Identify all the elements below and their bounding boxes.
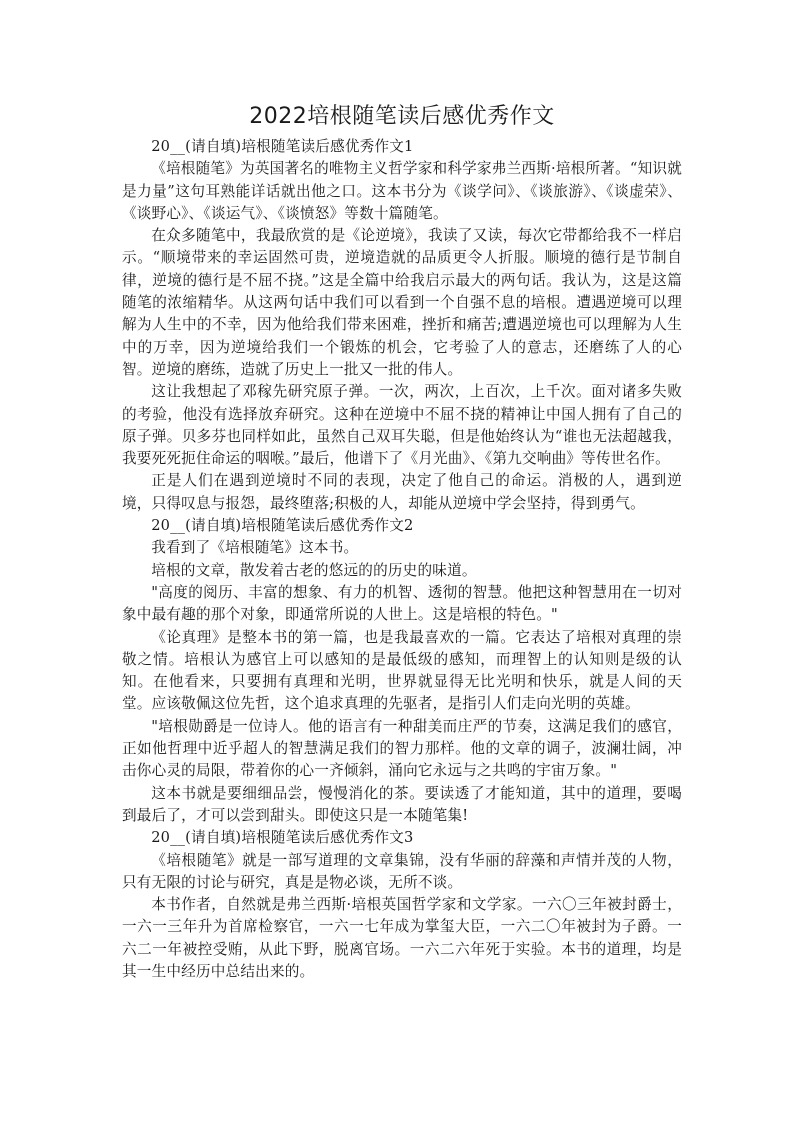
- paragraph: 这让我想起了邓稼先研究原子弹。一次，两次，上百次，上千次。面对诸多失败的考验，他没有选择放弃研究。这种在逆境中不屈不挠的精神让中国人拥有了自己的原子弹。贝多芬也同样如此，虽然自己双耳失聪，但是他始终认为“谁也无法超越我，我要死死扼住命运的咽喉。”最后，他谱下了《月光曲》、《第九交响曲》等传世名作。: [122, 383, 682, 468]
- paragraph: 在众多随笔中，我最欣赏的是《论逆境》，我读了又读，每次它带都给我不一样启示。“顺境带来的幸运固然可贵，逆境造就的品质更令人折服。顺境的德行是节制自律，逆境的德行是不屈不挠。”这是全篇中给我启示最大的两句话。我认为，这是这篇随笔的浓缩精华。从这两句话中我们可以看到一个自强不息的培根。遭遇逆境可以理解为人生中的不幸，因为他给我们带来困难，挫折和痛苦;遭遇逆境也可以理解为人生中的万幸，因为逆境给我们一个锻炼的机会，它考验了人的意志，还磨练了人的心智。逆境的磨练，造就了历史上一批又一批的伟人。: [122, 227, 682, 378]
- document-title: 2022培根随笔读后感优秀作文: [249, 104, 555, 129]
- paragraph: 我看到了《培根随笔》这本书。: [151, 539, 359, 557]
- essay-3-heading: 20__(请自填)培根随笔读后感优秀作文3: [151, 829, 414, 847]
- paragraph: 这本书就是要细细品尝，慢慢消化的茶。要读透了才能知道，其中的道理，要喝到最后了，才可以尝到甜头。即使这只是一本随笔集!: [122, 784, 682, 824]
- paragraph: 培根的文章，散发着古老的悠远的的历史的味道。: [151, 561, 477, 579]
- paragraph: "高度的阅历、丰富的想象、有力的机智、透彻的智慧。他把这种智慧用在一切对象中最有趣的那个对象，即通常所说的人世上。这是培根的特色。": [122, 583, 682, 624]
- paragraph: 《论真理》是整本书的第一篇，也是我最喜欢的一篇。它表达了培根对真理的崇敬之情。培根认为感官上可以感知的是最低级的感知，而理智上的认知则是级的认知。在他看来，只要拥有真理和光明，世界就显得无比光明和快乐，就是人间的天堂。应该敬佩这位先哲，这个追求真理的先驱者，是指引人们走向光明的英雄。: [122, 628, 682, 713]
- essay-2-heading: 20__(请自填)培根随笔读后感优秀作文2: [151, 517, 414, 535]
- paragraph: 正是人们在遇到逆境时不同的表现，决定了他自己的命运。消极的人，遇到逆境，只得叹息与报怨，最终堕落;积极的人，却能从逆境中学会坚持，得到勇气。: [122, 472, 682, 512]
- paragraph: "培根勋爵是一位诗人。他的语言有一种甜美而庄严的节奏，这满足我们的感官，正如他哲理中近乎超人的智慧满足我们的智力那样。他的文章的调子，波澜壮阔，冲击你心灵的局限，带着你的心一齐倾斜，涌向它永远与之共鸣的宇宙万象。": [122, 717, 682, 780]
- essay-1-heading: 20__(请自填)培根随笔读后感优秀作文1: [151, 138, 414, 155]
- paragraph: 本书作者，自然就是弗兰西斯·培根英国哲学家和文学家。一六〇三年被封爵士，一六一三年升为首席检察官，一六一七年成为掌玺大臣，一六二〇年被封为子爵。一六二一年被控受贿，从此下野，脱离官场。一六二六年死于实验。本书的道理，均是其一生中经历中总结出来的。: [122, 896, 682, 980]
- paragraph: 《培根随笔》为英国著名的唯物主义哲学家和科学家弗兰西斯·培根所著。“知识就是力量”这句耳熟能详话就出他之口。这本书分为《谈学问》、《谈旅游》、《谈虚荣》、《谈野心》、《谈运气》、《谈愤怒》等数十篇随笔。: [122, 160, 682, 222]
- paragraph: 《培根随笔》就是一部写道理的文章集锦，没有华丽的辞藻和声情并茂的人物，只有无限的讨论与研究，真是是物必谈，无所不谈。: [122, 851, 682, 891]
